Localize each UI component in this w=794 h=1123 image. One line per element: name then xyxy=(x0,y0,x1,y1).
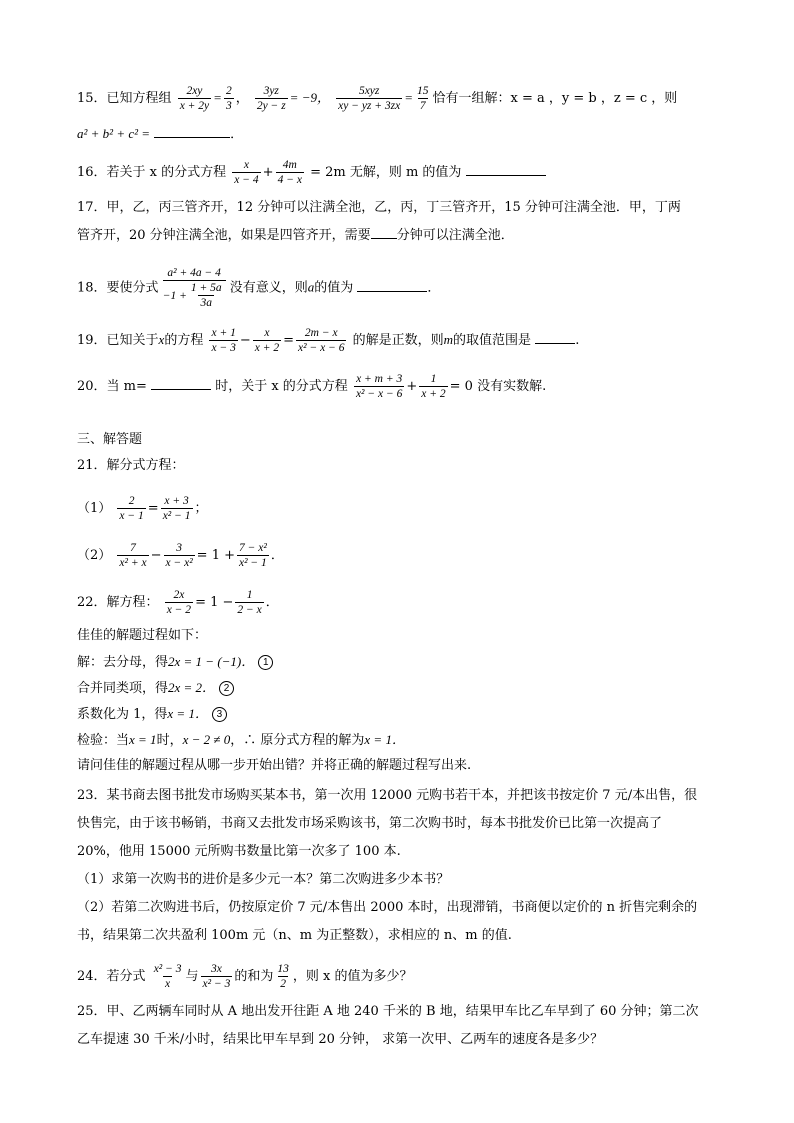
question-23-line3: 20%，他用 15000 元所购书数量比第一次多了 100 本. xyxy=(77,844,401,859)
fraction: $\frac{x + 1}{x - 3}$ xyxy=(211,327,236,354)
answer-blank xyxy=(151,376,211,390)
nested-fraction: a² + 4a − 4 −1 + $\frac{1 + 5a}{3a}$ xyxy=(163,266,226,310)
question-20: 20．当 m= 时，关于 x 的分式方程 $\frac{x + m + 3}{\text{x² − x − 6}}$ + $\frac{1}{x + 2}$ = 0 没有实数解. xyxy=(77,373,547,400)
fraction: $\frac{4m}{4 - x}$ xyxy=(277,159,302,186)
question-17-line2: 管齐开，20 分钟注满全池，如果是四管齐开，需要 分钟可以注满全池． xyxy=(77,225,734,246)
question-16: 16．若关于 x 的分式方程 $\frac{x}{x - 4}$ + $\frac{4m}{4 - x}$ = 2m 无解，则 m 的值为 xyxy=(77,158,734,187)
question-18: 18．要使分式 a² + 4a − 4 −1 + $\frac{1 + 5a}{3a}$ 没有意义，则a的值为 ． xyxy=(77,267,441,309)
answer-blank xyxy=(154,124,230,138)
question-25-line2: 乙车提速 30 千米/小时，结果比甲车早到 20 分钟， 求第一次甲、乙两车的速度各是多少？ xyxy=(77,1032,604,1047)
section-heading: 三、解答题 xyxy=(77,432,143,447)
fraction: $\frac{x}{x + 2}$ xyxy=(254,327,280,354)
question-23: 23．某书商去图书批发市场购买某本书，第一次用 12000 元购书若干本，并把该书按定价 7 元/本出售，很 xyxy=(77,788,698,803)
fraction: $\frac{7}{\text{x² + x}}$ xyxy=(119,542,147,569)
question-22-prompt: 请问佳佳的解题过程从哪一步开始出错？并将正确的解题过程写出来. xyxy=(77,758,472,773)
question-15-line2: a² + b² + c² = ． xyxy=(77,126,244,142)
fraction: $\frac{1}{2 - x}$ xyxy=(237,589,262,616)
question-21: 21．解分式方程： xyxy=(77,458,185,473)
question-21-part2: （2） $\frac{7}{\text{x² + x}}$ − $\frac{3}{\text{x − x²}}$ = 1 + $\frac{\text{7 − x²}}{\text{x² − 1}}$ ． xyxy=(77,542,284,569)
answer-blank xyxy=(371,225,397,239)
question-23-part2-line2: 书，结果第二次共盈利 100m 元（n、m 为正整数），求相应的 n、m 的值. xyxy=(77,928,512,943)
solution-check: 检验：当x = 1时，x − 2 ≠ 0，∴ 原分式方程的解为x = 1． xyxy=(77,732,405,748)
fraction: $\frac{3}{\text{x − x²}}$ xyxy=(165,542,193,569)
question-23-part1: （1）求第一次购书的进价是多少元一本？第二次购进多少本书？ xyxy=(77,872,450,887)
fraction: $\frac{13}{2}$ xyxy=(277,963,289,990)
fraction: $\frac{2m - x}{\text{x² − x − 6}}$ xyxy=(298,327,345,354)
fraction: $\frac{2xy}{x + 2y}$ xyxy=(179,85,210,112)
solution-step-1: 解：去分母，得2x = 1 − (−1)． 1 xyxy=(77,652,734,673)
fraction: $\frac{15}{7}$ xyxy=(417,85,429,112)
answer-blank xyxy=(357,278,427,292)
step-marker: 1 xyxy=(258,655,273,670)
answer-blank xyxy=(466,162,546,176)
solution-step-3: 系数化为 1，得x = 1． 3 xyxy=(77,704,734,725)
fraction: $\frac{\text{5xyz}}{xy - yz + 3zx}$ xyxy=(338,85,401,112)
fraction: $\frac{x + 3}{\text{x² − 1}}$ xyxy=(162,495,191,522)
solution-step-2: 合并同类项，得2x = 2． 2 xyxy=(77,678,734,699)
fraction: $\frac{2}{x - 1}$ xyxy=(119,495,144,522)
question-22: 22．解方程： $\frac{2x}{x - 2}$ = 1 − $\frac{1}{2 - x}$ ． xyxy=(77,589,279,616)
fraction: $\frac{2}{3}$ xyxy=(225,85,232,112)
fraction: $\frac{x + m + 3}{\text{x² − x − 6}}$ xyxy=(355,373,403,400)
question-25: 25．甲、乙两辆车同时从 A 地出发开往距 A 地 240 千米的 B 地，结果甲车比乙车早到了 60 分钟；第二次 xyxy=(77,1004,699,1019)
fraction: $\frac{\text{7 − x²}}{\text{x² − 1}}$ xyxy=(239,542,267,569)
question-24: 24．若分式 $\frac{\text{x² − 3}}{x}$ 与 $\frac{3x}{\text{x² − 3}}$ 的和为 $\frac{13}{2}$ ，则 x 的值为多少？ xyxy=(77,963,413,990)
question-17: 17．甲，乙，丙三管齐开，12 分钟可以注满全池，乙，丙，丁三管齐开，15 分钟可注满全池．甲，丁两 xyxy=(77,200,681,215)
fraction: $\frac{3yz}{2y - z}$ xyxy=(256,85,286,112)
solution-intro: 佳佳的解题过程如下： xyxy=(77,628,208,643)
step-marker: 3 xyxy=(212,707,227,722)
question-23-line2: 快售完，由于该书畅销，书商又去批发市场采购该书，第二次购书时，每本书批发价已比第一次提高了 xyxy=(77,816,663,831)
question-23-part2: （2）若第二次购进书后，仍按原定价 7 元/本售出 2000 本时，出现滞销，书商便以定价的 n 折售完剩余的 xyxy=(77,900,698,915)
step-marker: 2 xyxy=(219,681,234,696)
question-15: 15．已知方程组 $\frac{2xy}{x + 2y}$ = $\frac{2}{3}$ ， $\frac{3yz}{2y - z}$ = −9， $\frac{\text{5xyz}}{xy - yz + 3zx}$ = $\frac{15}{7}$ 恰有一组解：x = a ，y = b ，z = c ，则 xyxy=(77,85,678,112)
question-21-part1: （1） $\frac{2}{x - 1}$ = $\frac{x + 3}{\text{x² − 1}}$ ； xyxy=(77,495,208,522)
fraction: $\frac{3x}{\text{x² − 3}}$ xyxy=(202,963,231,990)
answer-blank xyxy=(535,330,575,344)
fraction: $\frac{2x}{x - 2}$ xyxy=(166,589,192,616)
fraction: $\frac{1 + 5a}{3a}$ xyxy=(190,282,222,309)
fraction: $\frac{1}{x + 2}$ xyxy=(421,373,446,400)
fraction: $\frac{\text{x² − 3}}{x}$ xyxy=(153,963,182,990)
fraction: $\frac{x}{x - 4}$ xyxy=(234,159,259,186)
question-19: 19．已知关于x的方程 $\frac{x + 1}{x - 3}$ − $\frac{x}{x + 2}$ = $\frac{2m - x}{\text{x² − x − 6}}$ 的解是正数，则m的取值范围是 . xyxy=(77,327,580,354)
